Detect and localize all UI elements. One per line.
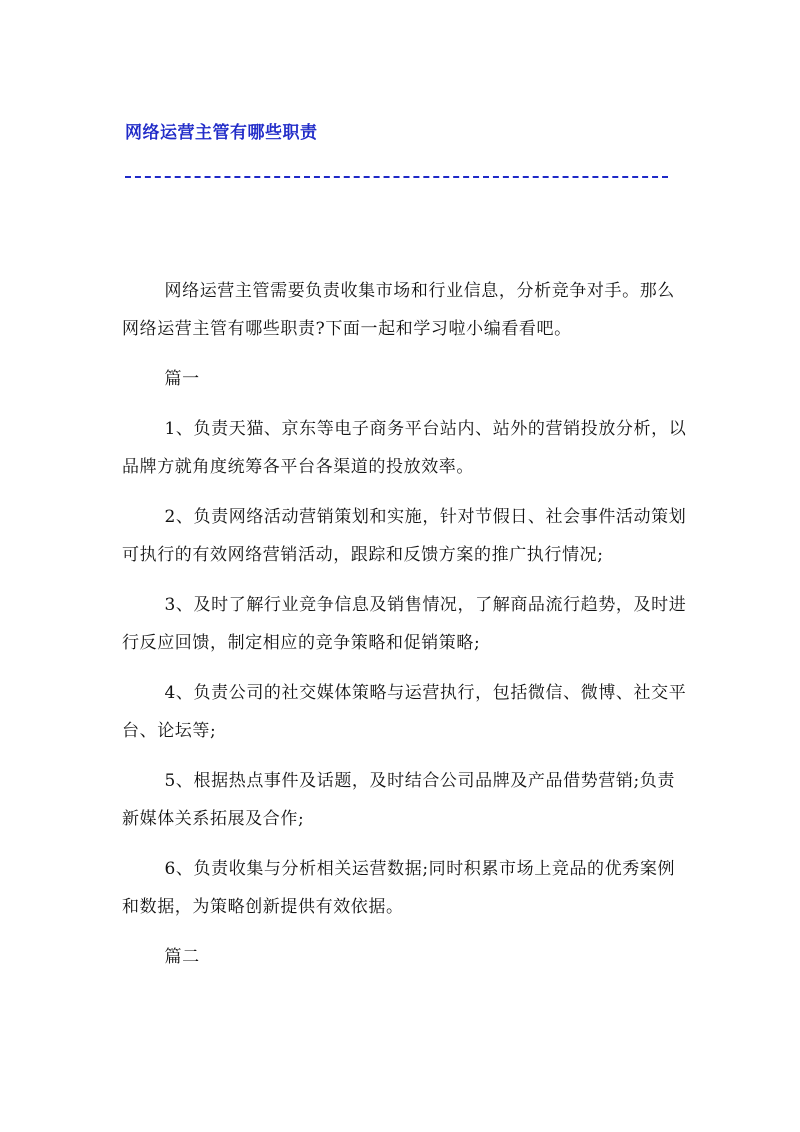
list-item: 6、负责收集与分析相关运营数据;同时积累市场上竞品的优秀案例和数据，为策略创新提供有效依据。	[122, 859, 676, 917]
list-item: 2、负责网络活动营销策划和实施，针对节假日、社会事件活动策划可执行的有效网络营销活动，跟踪和反馈方案的推广执行情况;	[122, 507, 687, 565]
list-item: 3、及时了解行业竞争信息及销售情况，了解商品流行趋势，及时进行反应回馈，制定相应的竞争策略和促销策略;	[122, 595, 687, 653]
document-body	[122, 272, 688, 988]
section-heading-2: 篇二	[164, 947, 200, 967]
list-item: 4、负责公司的社交媒体策略与运营执行，包括微信、微博、社交平台、论坛等;	[122, 683, 687, 741]
intro-paragraph: 网络运营主管需要负责收集市场和行业信息，分析竞争对手。那么网络运营主管有哪些职责?下面一起和学习啦小编看看吧。	[122, 281, 675, 339]
document-title: 网络运营主管有哪些职责	[125, 123, 318, 143]
title-divider	[125, 176, 668, 178]
section-heading-1: 篇一	[164, 369, 200, 389]
list-item: 1、负责天猫、京东等电子商务平台站内、站外的营销投放分析，以品牌方就角度统筹各平台各渠道的投放效率。	[122, 419, 687, 477]
list-item: 5、根据热点事件及话题，及时结合公司品牌及产品借势营销;负责新媒体关系拓展及合作;	[122, 771, 676, 829]
